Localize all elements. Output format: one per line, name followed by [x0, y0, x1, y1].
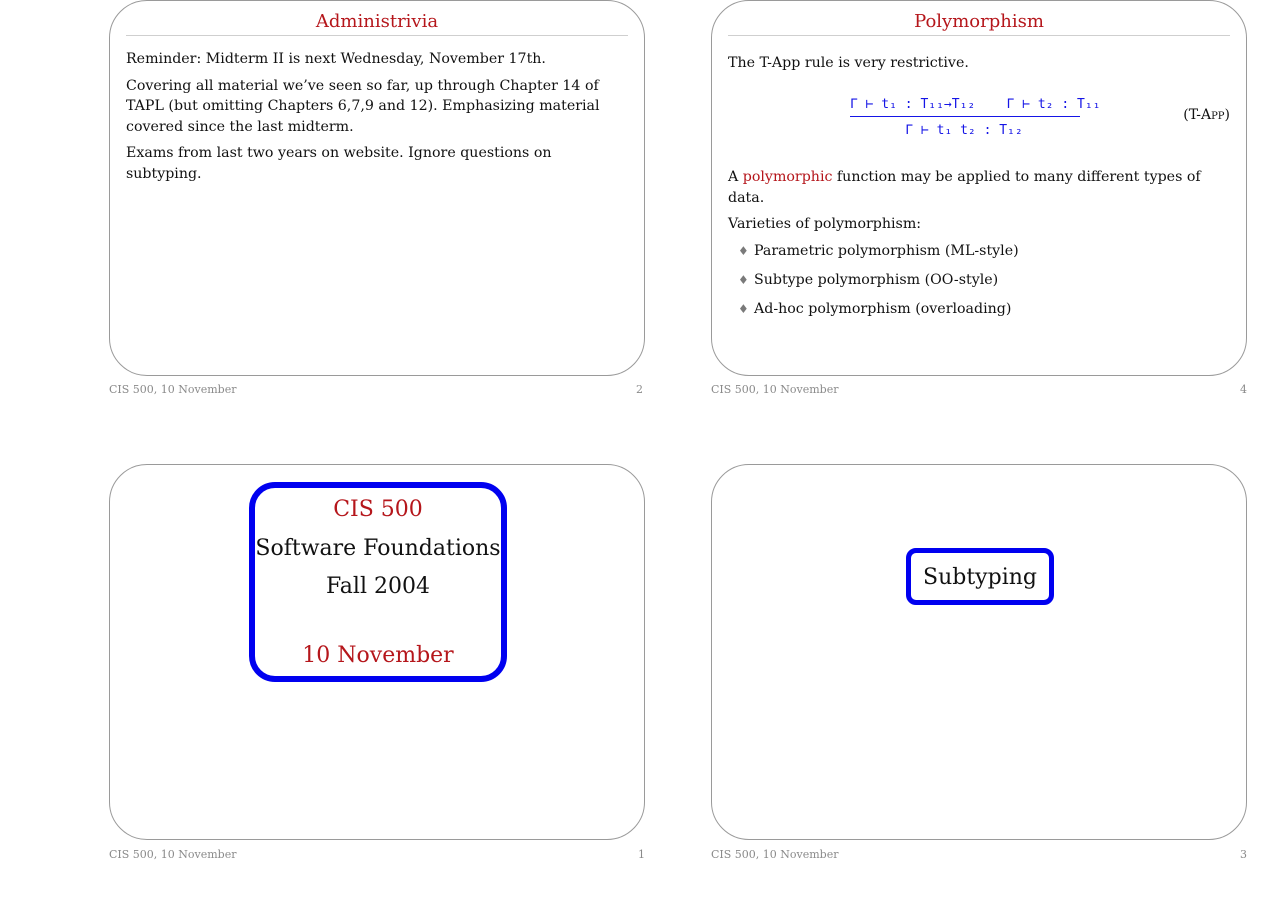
section-box [906, 548, 1054, 605]
slide-body [728, 167, 1230, 328]
page-number: 1 [638, 848, 645, 861]
list-item [728, 270, 1230, 291]
text-span: A [728, 169, 743, 185]
slide-footer: CIS 500, 10 November [109, 848, 237, 861]
list-item [728, 299, 1230, 320]
slide-intro [728, 53, 1230, 80]
diamond-bullet-icon: ♦ [738, 272, 749, 287]
slide-footer: CIS 500, 10 November [711, 383, 839, 396]
diamond-bullet-icon: ♦ [738, 243, 749, 258]
typing-rule-t-app [712, 95, 1246, 155]
slide-body [126, 49, 628, 190]
paragraph: Varieties of polymorphism: [728, 216, 922, 232]
list-item [728, 241, 1230, 262]
section-heading: Subtyping [923, 565, 1037, 590]
rule-premise: Γ ⊢ t₂ : T₁₁ [1006, 97, 1101, 112]
slide-subtyping [711, 464, 1247, 840]
slide-title: Polymorphism [728, 11, 1230, 36]
page-number: 3 [1240, 848, 1247, 861]
rule-name: (T-App) [1183, 107, 1230, 123]
text-span: function may be applied to many different types of data. [728, 169, 1201, 206]
diamond-bullet-icon: ♦ [738, 301, 749, 316]
slide-title: Administrivia [126, 11, 628, 36]
rule-premises [850, 97, 1101, 112]
slide-polymorphism [711, 0, 1247, 376]
course-title: Software Foundations [255, 536, 501, 561]
lecture-date: 10 November [302, 643, 454, 668]
rule-conclusion: Γ ⊢ t₁ t₂ : T₁₂ [905, 123, 1023, 138]
course-number: CIS 500 [333, 497, 423, 522]
title-box [249, 482, 507, 682]
paragraph: Reminder: Midterm II is next Wednesday, November 17th. [126, 51, 546, 67]
course-term: Fall 2004 [326, 574, 430, 599]
inference-bar [850, 116, 1080, 117]
slide-administrivia [109, 0, 645, 376]
bullet-list [728, 241, 1230, 320]
slide-footer: CIS 500, 10 November [109, 383, 237, 396]
page-number: 2 [636, 383, 643, 396]
paragraph [728, 167, 1230, 208]
slide-footer: CIS 500, 10 November [711, 848, 839, 861]
rule-premise: Γ ⊢ t₁ : T₁₁→T₁₂ [850, 97, 976, 112]
slide-title-page [109, 464, 645, 840]
page-number: 4 [1240, 383, 1247, 396]
list-item-label: Ad-hoc polymorphism (overloading) [754, 300, 1012, 317]
paragraph: Covering all material we’ve seen so far, up through Chapter 14 of TAPL (but omitting Chapters 6,7,9 and 12). Emphasizing material covered since the last midterm. [126, 77, 600, 135]
paragraph: The T-App rule is very restrictive. [728, 55, 969, 71]
paragraph: Exams from last two years on website. Ignore questions on subtyping. [126, 145, 552, 182]
highlighted-term: polymorphic [742, 169, 833, 185]
list-item-label: Parametric polymorphism (ML-style) [754, 242, 1019, 259]
list-item-label: Subtype polymorphism (OO-style) [754, 271, 999, 288]
